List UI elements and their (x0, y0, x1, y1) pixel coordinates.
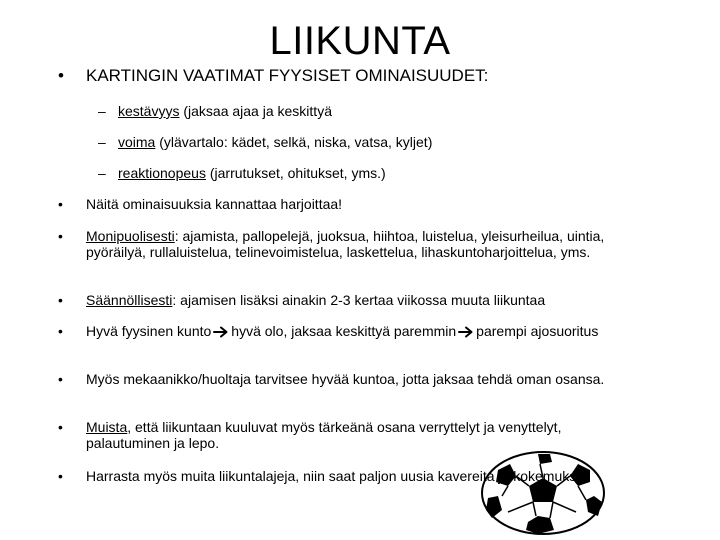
sub-item-text: (jaksaa ajaa ja keskittyä (179, 103, 332, 119)
bullet-text: parempi ajosuoritus (476, 323, 599, 339)
bullet-term: Muista (86, 419, 128, 435)
sub-item-term: kestävyys (118, 103, 180, 119)
bullet-text: , että liikuntaan kuuluvat myös tärkeänä osana verryttelyt ja venyttelyt, palautuminen ja lepo. (86, 419, 562, 451)
bullet-dot: • (58, 292, 63, 308)
bullet-term: Monipuolisesti (86, 228, 175, 244)
bullet-term: Säännöllisesti (86, 292, 173, 308)
slide-title: LIIKUNTA (269, 19, 451, 63)
bullet-dot: • (58, 371, 63, 387)
soccer-ball-image (478, 448, 608, 536)
bullet-text: Harrasta myös muita liikuntalajeja, niin saat paljon uusia kavereita ja kokemuksia. (86, 468, 592, 484)
sub-item-term: reaktionopeus (118, 165, 206, 181)
bullet-text: Hyvä fyysinen kunto (86, 323, 212, 339)
dash: – (98, 103, 106, 119)
bullet-text: Myös mekaanikko/huoltaja tarvitsee hyvää kuntoa, jotta jaksaa tehdä oman osansa. (86, 371, 605, 387)
bullet-text: Näitä ominaisuuksia kannattaa harjoittaa! (86, 196, 343, 212)
bullet-dot: • (58, 323, 63, 339)
right-arrow-icon (213, 326, 229, 338)
bullet-text: : ajamista, pallopelejä, juoksua, hiihtoa, luistelua, yleisurheilua, uintia, pyöräilyä, rullaluistelua, telinevoimistelua, laskettelua, lihaskuntoharjoittelua, yms. (86, 228, 605, 260)
bullet-text: hyvä olo, jaksaa keskittyä paremmin (231, 323, 457, 339)
bullet-dot: • (58, 468, 63, 484)
dash: – (98, 165, 106, 181)
right-arrow-icon (458, 326, 474, 338)
sub-item-term: voima (118, 134, 156, 150)
sub-item-text: (ylävartalo: kädet, selkä, niska, vatsa, kyljet) (155, 134, 433, 150)
dash: – (98, 134, 106, 150)
bullet-dot: • (58, 196, 63, 212)
bullet-dot: • (58, 228, 63, 244)
bullet-dot: • (58, 419, 63, 435)
bullet-text: : ajamisen lisäksi ainakin 2-3 kertaa viikossa muuta liikuntaa (172, 292, 546, 308)
main-bullet-text: KARTINGIN VAATIMAT FYYSISET OMINAISUUDET: (86, 66, 489, 85)
sub-item-text: (jarrutukset, ohitukset, yms.) (205, 165, 386, 181)
bullet-dot: • (58, 66, 64, 85)
